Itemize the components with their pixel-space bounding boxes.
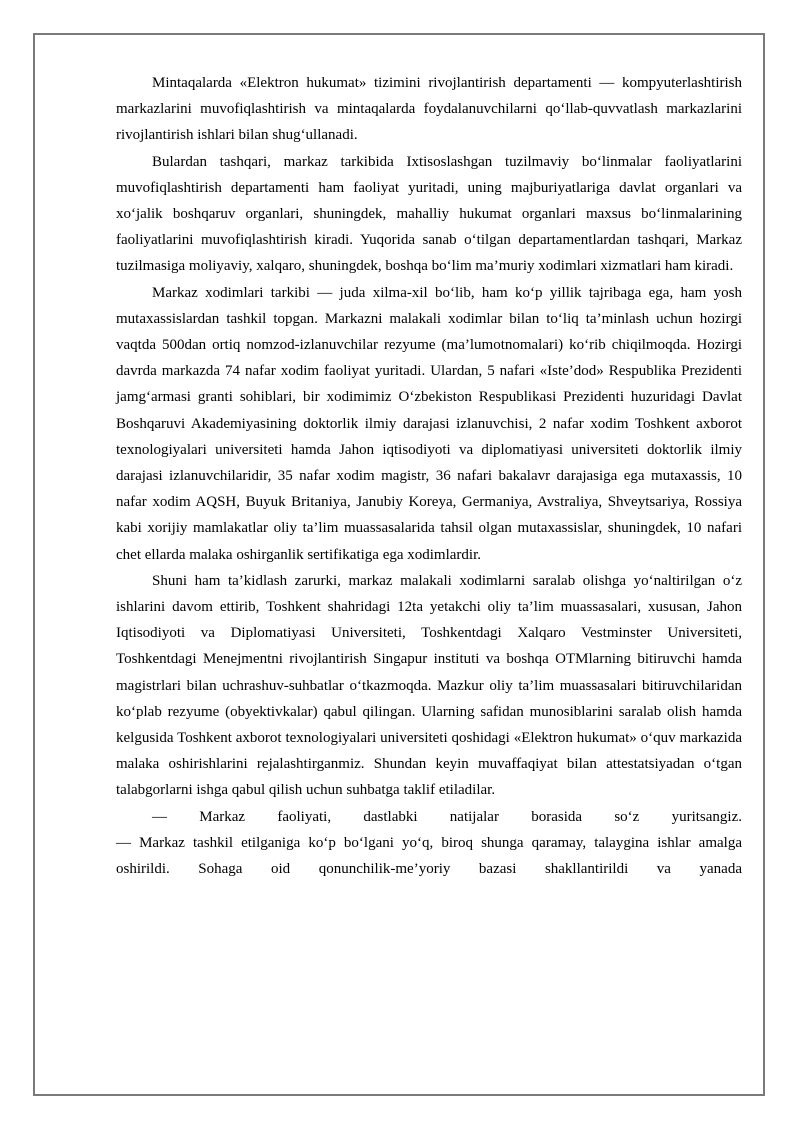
paragraph-2: Bulardan tashqari, markaz tarkibida Ixtisoslashgan tuzilmaviy bo‘linmalar faoliyatlarini muvofiqlashtirish departamenti ham faoliyat yuritadi, uning majburiyatlariga davlat organlari va xo‘jalik boshqaruv organlari, shuningdek, mahalliy hukumat organlari maxsus bo‘linmalarining faoliyatlarini muvofiqlashtirish kiradi. Yuqorida sanab o‘tilgan departamentlardan tashqari, Markaz tuzilmasiga moliyaviy, xalqaro, shuningdek, boshqa bo‘lim ma’muriy xodimlari xizmatlari ham kiradi. <box>116 153 742 275</box>
paragraph-question: — Markaz faoliyati, dastlabki natijalar borasida so‘z yuritsangiz. <box>152 808 742 825</box>
document-body <box>116 70 742 882</box>
paragraph-1: Mintaqalarda «Elektron hukumat» tizimini rivojlantirish departamenti — kompyuterlashtirish markazlarini muvofiqlashtirish va mintaqalarda foydalanuvchilarni qo‘llab-quvvatlash markazlarini rivojlantirish ishlari bilan shug‘ullanadi. <box>116 75 742 144</box>
paragraph-3: Markaz xodimlari tarkibi — juda xilma-xil bo‘lib, ham ko‘p yillik tajribaga ega, ham yosh mutaxassislardan tashkil topgan. Markazni malakali xodimlar bilan to‘liq ta’minlash uchun hozirgi vaqtda 500dan ortiq nomzod-izlanuvchilar rezyume (ma’lumotnomalari) ko‘rib chiqilmoqda. Hozirgi davrda markazda 74 nafar xodim faoliyat yuritadi. Ulardan, 5 nafari «Iste’dod» Respublika Prezidenti jamg‘armasi granti sohiblari, bir xodimimiz O‘zbekiston Respublikasi Prezidenti huzuridagi Davlat Boshqaruvi Akademiyasining doktorlik ilmiy darajasi izlanuvchisi, 2 nafar xodim Toshkent axborot texnologiyalari universiteti hamda Jahon iqtisodiyoti va diplomatiyasi universiteti doktorlik ilmiy darajasi izlanuvchilaridir, 35 nafar xodim magistr, 36 nafari bakalavr darajasiga ega mutaxassis, 10 nafar xodim AQSH, Buyuk Britaniya, Janubiy Koreya, Germaniya, Avstraliya, Shveytsariya, Rossiya kabi xorijiy mamlakatlar oliy ta’lim muassasalarida tahsil olgan mutaxassislar, shuningdek, 10 nafari chet ellarda malaka oshirganlik sertifikatiga ega xodimlardir. <box>116 284 742 563</box>
paragraph-answer: — Markaz tashkil etilganiga ko‘p bo‘lgani yo‘q, biroq shunga qaramay, talaygina ishlar amalga oshirildi. Sohaga oid qonunchilik-me’yoriy bazasi shakllantirildi va yanada <box>116 834 742 878</box>
paragraph-4: Shuni ham ta’kidlash zarurki, markaz malakali xodimlarni saralab olishga yo‘naltirilgan o‘z ishlarini davom ettirib, Toshkent shahridagi 12ta yetakchi oliy ta’lim muassasalari, xususan, Jahon Iqtisodiyoti va Diplomatiyasi Universiteti, Toshkentdagi Xalqaro Vestminster Universiteti, Toshkentdagi Menejmentni rivojlantirish Singapur instituti va boshqa OTMlarning bitiruvchi hamda magistrlari bilan uchrashuv-suhbatlar o‘tkazmoqda. Mazkur oliy ta’lim muassasalari bitiruvchilaridan ko‘plab rezyume (obyektivkalar) qabul qilingan. Ularning safidan munosiblarini saralab olish hamda kelgusida Toshkent axborot texnologiyalari universiteti qoshidagi «Elektron hukumat» o‘quv markazida malaka oshirishlarini rejalashtirganmiz. Shundan keyin muvaffaqiyat bilan attestatsiyadan o‘tgan talabgorlarni ishga qabul qilish uchun suhbatga taklif etiladilar. <box>116 572 742 799</box>
